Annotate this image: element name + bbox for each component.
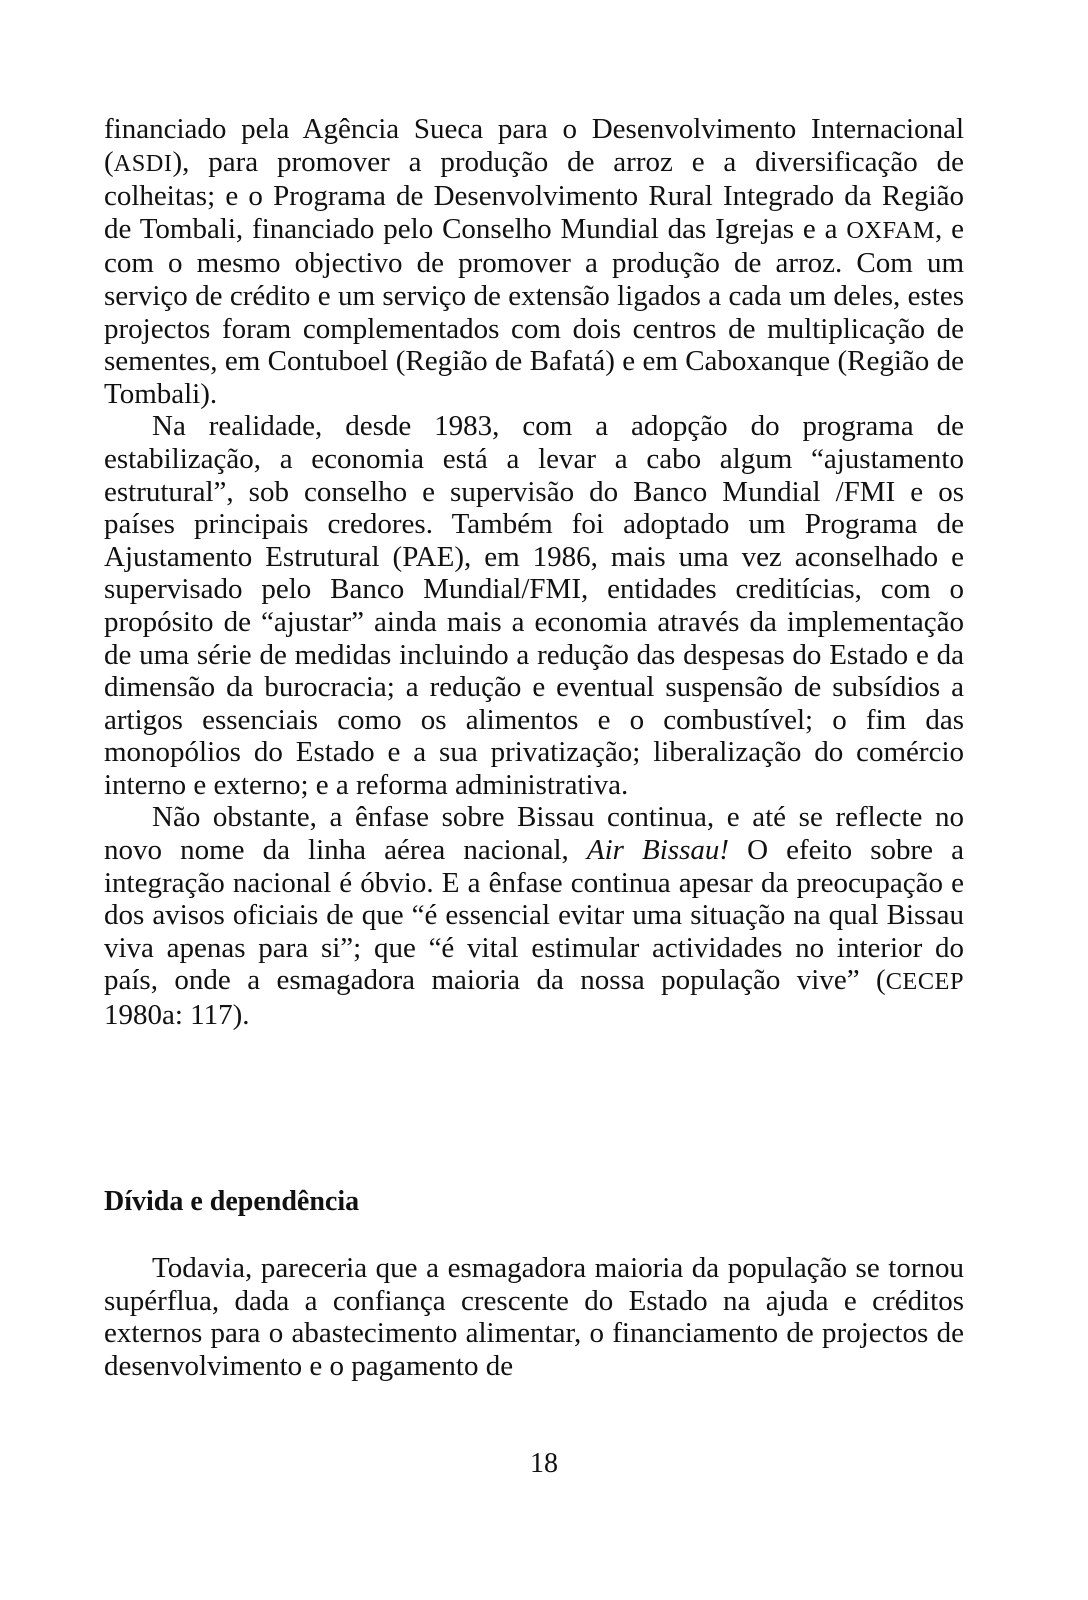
page-number: 18: [530, 1448, 558, 1479]
paragraph-continued: [104, 113, 964, 410]
airline-name: Air Bissau!: [586, 834, 730, 867]
abbreviation-cecep: CECEP: [885, 968, 964, 996]
paragraph-text: , e com o mesmo objectivo de promover a produção de arroz. Com um serviço de crédito e um serviço de extensão ligados a cada um deles, estes projectos foram complementados com dois centros de multiplicação de sementes, em Contuboel (Região de Bafatá) e em Caboxanque (Região de Tombali).: [104, 212, 964, 410]
paragraph-text: O efeito sobre a integração nacional é óbvio. E a ênfase continua apesar da preocupação e dos avisos oficiais de que “é essencial evitar uma situação na qual Bissau viva apenas para si”; que “é vital estimular actividades no interior do país, onde a esmagadora maioria da nossa população vive” (: [104, 834, 964, 997]
abbreviation-oxfam: OXFAM: [846, 216, 936, 244]
paragraph-text: Não obstante, a ênfase sobre Bissau continua, e até se reflecte no novo nome da linha aérea nacional,: [104, 801, 964, 867]
paragraph-bissau-emphasis: [104, 801, 964, 1031]
paragraph-debt-dependence: Todavia, pareceria que a esmagadora maioria da população se tornou supérflua, dada a confiança crescente do Estado na ajuda e créditos externos para o abastecimento alimentar, o financiamento de projectos de desenvolvimento e o pagamento de: [104, 1252, 964, 1382]
paragraph-text: financiado pela Agência Sueca para o Desenvolvimento Internacional (: [104, 113, 964, 178]
body-text-lower: [104, 1252, 964, 1382]
paragraph-structural-adjustment: Na realidade, desde 1983, com a adopção do programa de estabilização, a economia está a levar a cabo algum “ajustamento estrutural”, sob conselho e supervisão do Banco Mundial /FMI e os países principais credores. Também foi adoptado um Programa de Ajustamento Estrutural (PAE), em 1986, mais uma vez aconselhado e supervisado pelo Banco Mundial/FMI, entidades creditícias, com o propósito de “ajustar” ainda mais a economia através da implementação de uma série de medidas incluindo a redução das despesas do Estado e da dimensão da burocracia; a redução e eventual suspensão de subsídios a artigos essenciais como os alimentos e o combustível; o fim das monopólios do Estado e a sua privatização; liberalização do comércio interno e externo; e a reforma administrativa.: [104, 410, 964, 801]
abbreviation-asdi: ASDI: [113, 149, 173, 177]
paragraph-text: ), para promover a produção de arroz e a diversificação de colheitas; e o Programa de Desenvolvimento Rural Integrado da Região de Tombali, financiado pelo Conselho Mundial das Igrejas e a: [104, 145, 964, 245]
paragraph-text: 1980a: 117).: [104, 999, 250, 1032]
body-text-upper: [104, 113, 964, 1032]
section-heading: Dívida e dependência: [104, 1186, 360, 1217]
